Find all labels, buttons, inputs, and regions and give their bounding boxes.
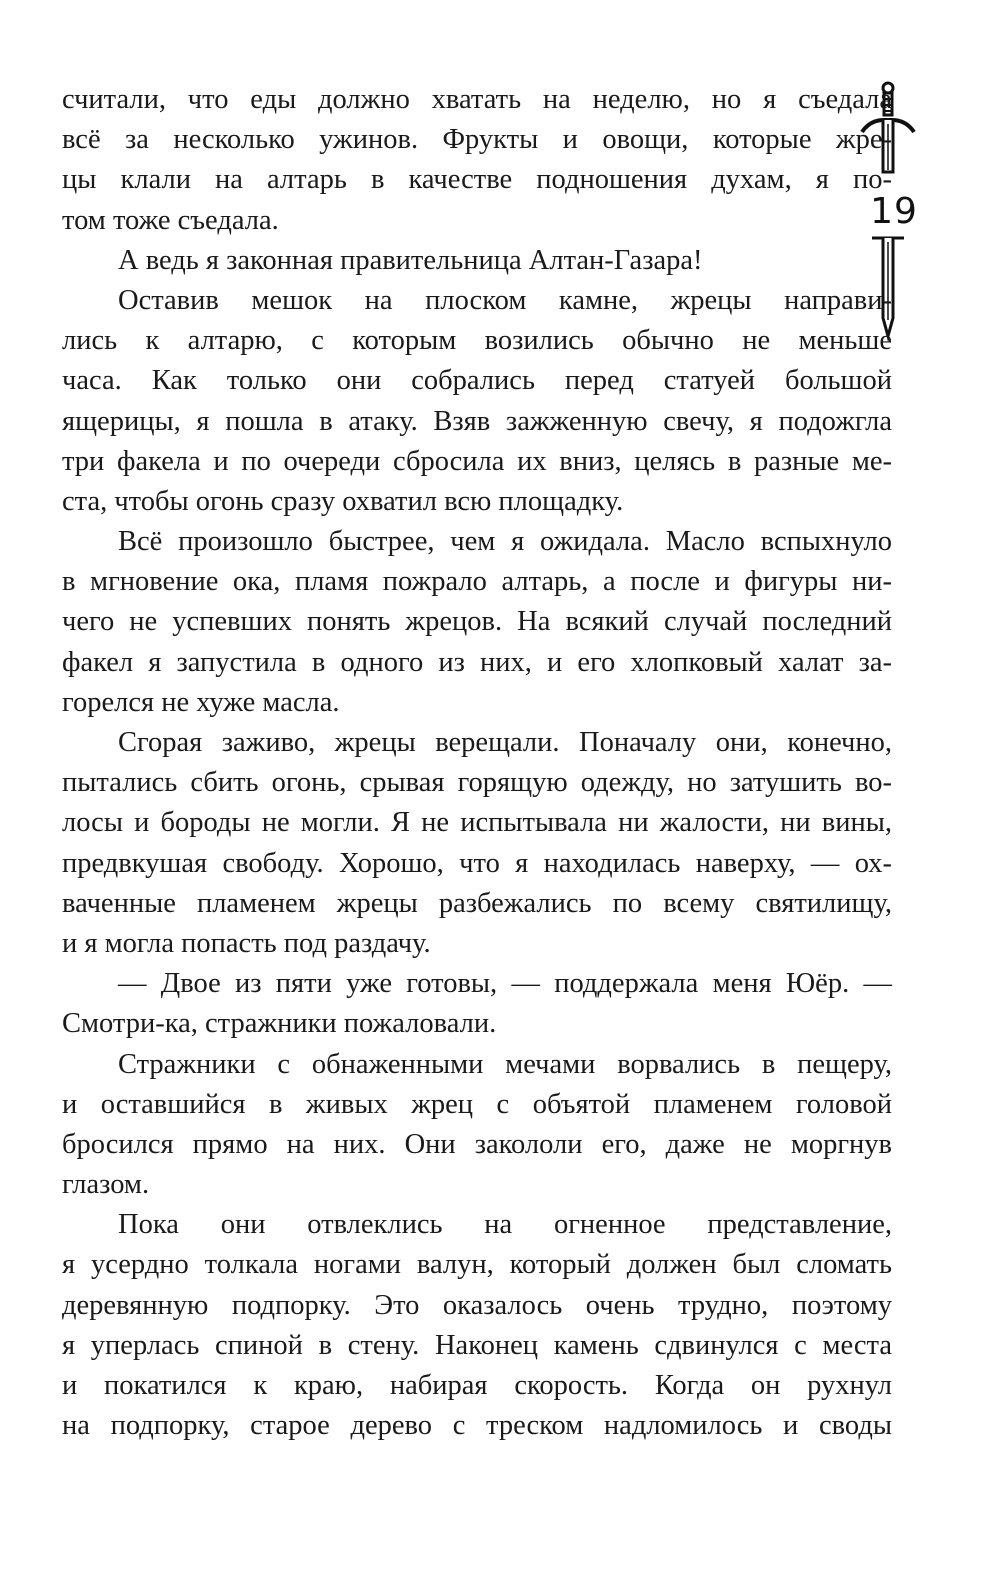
text-line: и покатился к краю, набирая скорость. Когда он рухнул bbox=[62, 1370, 892, 1401]
text-line: цы клали на алтарь в качестве подношения духам, я по- bbox=[62, 164, 892, 196]
text-line: и оставшийся в живых жрец с объятой пламенем головой bbox=[62, 1088, 892, 1120]
text-line: том тоже съедала. bbox=[62, 204, 279, 236]
paragraph-start: Стражники с обнаженными мечами ворвались в пещеру, bbox=[118, 1048, 892, 1080]
text-line: чего не успевших понять жрецов. На всякий случай последний bbox=[62, 606, 892, 638]
text-line: часа. Как только они собрались перед статуей большой bbox=[62, 365, 892, 397]
page-number: 19 bbox=[870, 191, 918, 232]
text-line: на подпорку, старое дерево с треском надломилось и своды bbox=[62, 1410, 892, 1442]
text-line: и я могла попасть под раздачу. bbox=[62, 927, 431, 959]
text-line: предвкушая свободу. Хорошо, что я находилась наверху, — ох- bbox=[62, 847, 892, 879]
text-line: ста, чтобы огонь сразу охватил всю площадку. bbox=[62, 485, 624, 517]
paragraph-start: Оставив мешок на плоском камне, жрецы направи- bbox=[118, 284, 892, 316]
text-line: бросился прямо на них. Они закололи его, даже не моргнув bbox=[62, 1128, 892, 1160]
paragraph-start: Сгорая заживо, жрецы верещали. Поначалу они, конечно, bbox=[118, 727, 892, 758]
text-line: ящерицы, я пошла в атаку. Взяв зажженную свечу, я подожгла bbox=[62, 405, 892, 437]
text-line: пытались сбить огонь, срывая горящую одежду, но затушить во- bbox=[62, 767, 892, 799]
text-line: я усердно толкала ногами валун, который должен был сломать bbox=[62, 1249, 892, 1281]
page-text bbox=[62, 80, 892, 1446]
text-line: лосы и бороды не могли. Я не испытывала ни жалости, ни вины, bbox=[62, 807, 892, 839]
paragraph-start: А ведь я законная правительница Алтан-Газара! bbox=[118, 244, 703, 276]
text-line: деревянную подпорку. Это оказалось очень трудно, поэтому bbox=[62, 1289, 892, 1321]
text-line: факел я запустила в одного из них, и его хлопковый халат за- bbox=[62, 646, 892, 678]
text-line: всё за несколько ужинов. Фрукты и овощи, которые жре- bbox=[62, 124, 892, 156]
text-line: я уперлась спиной в стену. Наконец камень сдвинулся с места bbox=[62, 1329, 892, 1361]
text-line: ваченные пламенем жрецы разбежались по всему святилищу, bbox=[62, 887, 892, 919]
text-line: горелся не хуже масла. bbox=[62, 686, 340, 718]
text-line: Смотри-ка, стражники пожаловали. bbox=[62, 1008, 497, 1040]
paragraph-start: Всё произошло быстрее, чем я ожидала. Масло вспыхнуло bbox=[118, 526, 892, 558]
text-line: в мгновение ока, пламя пожрало алтарь, а после и фигуры ни- bbox=[62, 566, 892, 598]
paragraph-start: Пока они отвлеклись на огненное представление, bbox=[118, 1209, 892, 1241]
text-line: три факела и по очереди сбросила их вниз, целясь в разные ме- bbox=[62, 445, 892, 477]
text-line: лись к алтарю, с которым возились обычно не меньше bbox=[62, 325, 892, 357]
dialogue-line: — Двое из пяти уже готовы, — поддержала меня Юёр. — bbox=[118, 968, 892, 1000]
text-line: считали, что еды должно хватать на неделю, но я съедала bbox=[62, 84, 892, 115]
text-line: глазом. bbox=[62, 1169, 150, 1201]
